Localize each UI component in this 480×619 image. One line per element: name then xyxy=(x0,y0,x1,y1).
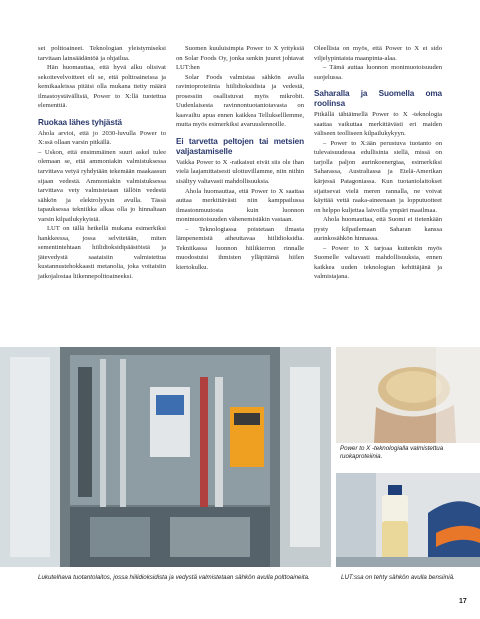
protein-photo-caption: Power to X -teknologialla valmistettua ruokaproteiinia. xyxy=(340,445,444,460)
text-column-2 xyxy=(176,44,304,272)
lab-equipment-photo xyxy=(0,347,331,567)
page-number: 17 xyxy=(459,598,467,605)
protein-powder-photo xyxy=(336,347,480,443)
section-heading: Ei tarvetta peltojen tai metsien valjastamiselle xyxy=(176,136,304,156)
section-heading: Saharalla ja Suomella oma roolinsa xyxy=(314,89,442,109)
bottle-photo-caption: LUT:ssa on tehty sähkön avulla bensiiniä. xyxy=(341,574,455,581)
fuel-bottle-photo xyxy=(336,473,480,567)
lab-photo-caption: Lukutelhava tuotantolaitos, jossa hiilidioksidista ja vedystä valmistetaan sähkön avulla polttoaineita. xyxy=(38,574,310,581)
paragraph: – Tämä auttaa luonnon monimuotoisuuden suojelussa. xyxy=(314,64,442,81)
text-column-3 xyxy=(314,44,442,282)
paragraph: Hän huomauttaa, että hyvä alku olisivat sekoitevelvoitteet eli se, että polttoaineissa ja kemikaaleissa pitäisi olla mukana tietty määrä ilmastoystävällisiä, Power to X:llä tuotettua elementtiä. xyxy=(38,64,166,110)
paragraph: Suomen kuuluisimpia Power to X yrityksiä on Solar Foods Oy, jonka senkin juuret johtavat LUT:hen xyxy=(176,45,304,72)
paragraph: Vaikka Power to X -ratkaisut eivät siis ole ihan vielä laajamittaisesti ulottuvillamme, niin niihin sisältyy valtavasti mahdollisuuksia. xyxy=(176,158,304,186)
bottle-photo-illustration xyxy=(336,473,480,567)
paragraph: Ahola arvioi, että jo 2030-luvulla Power to X:ssä ollaan varsin pitkällä. xyxy=(38,129,166,147)
paragraph: – Power to X:ään perustuva tuotanto on tulevaisuudessa edullisinta siellä, missä on tarjolla paljon aurinkoenergiaa, esimerkiksi Saharassa, Australiassa ja Etelä-Amerikan kärjessä Patagoniassa. Kun tuotantolaitokset sijaitsevat vielä meren rannalla, ne voivat käyttää vettä raaka-aineenaan ja lopputuotteet on helppo kuljettaa laivoilla ympäri maailmaa. xyxy=(314,139,442,214)
paragraph: set polttoaineet. Teknologian yleistymiseksi tarvitaan lainsäädäntöä ja ohjailua. xyxy=(38,45,166,62)
protein-photo-illustration xyxy=(336,347,480,443)
paragraph: Ahola huomauttaa, että Suomi ei tietenkään pysty kilpailemaan Saharan kanssa aurinkosähkön hinnassa. xyxy=(314,216,442,243)
paragraph: Pitkällä tähtäimellä Power to X -teknologia saattaa vaikuttaa merkittävästi eri maiden väliseen teolliseen kilpailukykyyn. xyxy=(314,111,442,138)
paragraph: – Teknologiassa poistetaan ilmasta lämpenemistä aiheuttavaa hiilidioksidia. Tekniikassa luonnon hiilikierron rinnalle muodostuisi ihmisten ylläpitämä hiilen kiertokulku. xyxy=(176,225,304,271)
text-column-1 xyxy=(38,44,166,282)
paragraph: LUT on tällä hetkellä mukana esimerkiksi hankkeessa, jossa selvitetään, miten sementintehtaan hiilidioksidipäästöistä ja jätevedystä saataisiin valmistettua kustannustehokkaasti metanolia, joka voitaisiin jatkojalostaa liikennepolttoaineeksi. xyxy=(38,225,166,281)
lab-photo-illustration xyxy=(0,347,331,567)
paragraph: Solar Foods valmistaa sähkön avulla ravintoproteiinia hiilidioksidista ja vedestä, prosessiin osallistuvat myös mikrobit. Uudenlaisesta ravinnontuotantotavasta on kaavailtu apua ennen kaikkea Tellukselllemme, mutta myös esimerkiksi avaruuslennoille. xyxy=(176,73,304,129)
paragraph: Oleellista on myös, että Power to X ei sido viljelypintaista maanpinta-alaa. xyxy=(314,45,442,62)
paragraph: – Power to X tarjoaa kuitenkin myös Suomelle valtavasti mahdollisuuksia, ennen kaikkea uuden teknologian kehittäjänä ja valmistajana. xyxy=(314,244,442,281)
section-heading: Ruokaa lähes tyhjästä xyxy=(38,117,122,127)
paragraph: Ahola huomauttaa, että Power to X saattaa auttaa merkittävästi niin kamppailussa ilmastonmuutosta kuin luonnon monimuotoisuuden vähenemistäkin vastaan. xyxy=(176,187,304,224)
paragraph: – Uskon, että ensimmäinen suuri askel tulee olemaan se, että ammoniakin valmistuksessa tarvittava vetyä ryhdytään tekemään maakaasun sijaan vedestä. Ammoniakin valmistuksessa tarvittava vety valmistetaan tällöin vedestä sähkön ja elektrolyysin avulla. Tässä tapauksessa tekniikka alkaa olla jo hinnaltaan varsin kilpailukykyistä. xyxy=(38,148,166,223)
